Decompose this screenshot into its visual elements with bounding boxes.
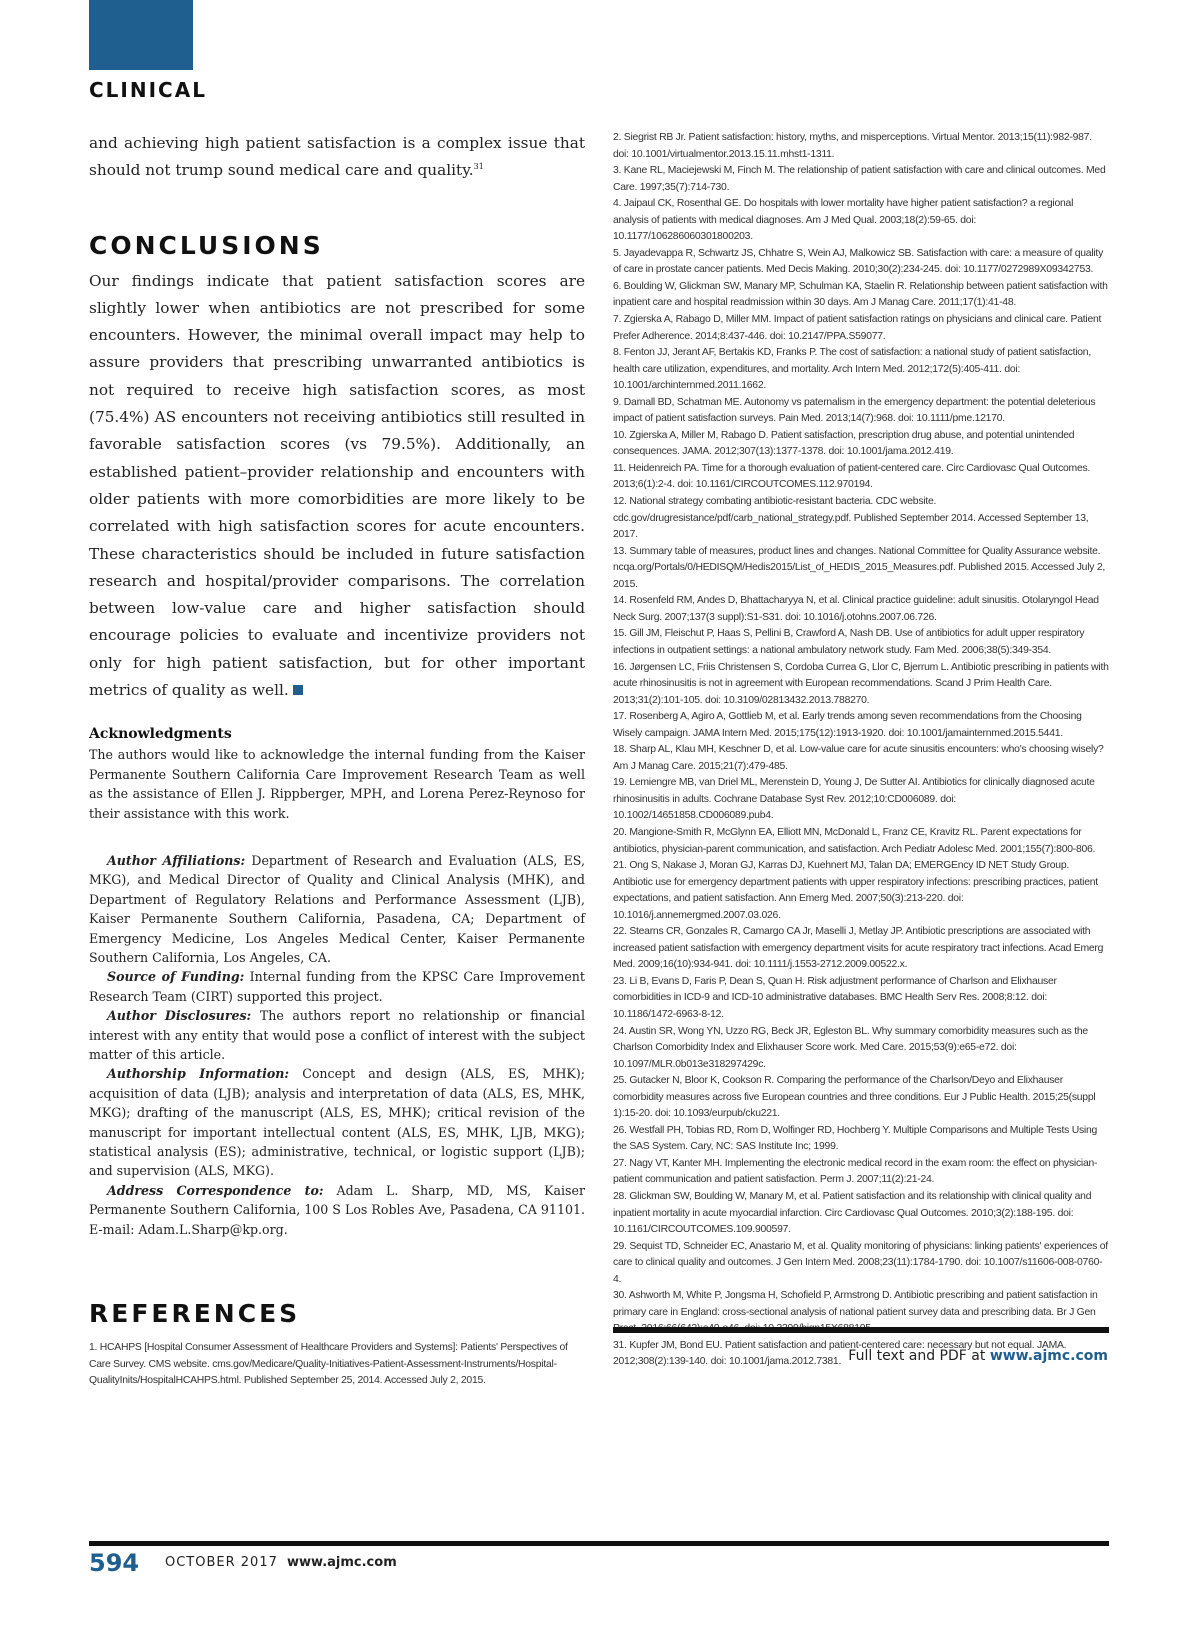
reference-item: 10. Zgierska A, Miller M, Rabago D. Patient satisfaction, prescription drug abuse, and potential unintended consequences. JAMA. 2012;307(13):1377-1378. doi: 10.1001/jama.2012.419. (613, 429, 1075, 458)
affiliations-label: Author Affiliations: (107, 852, 246, 868)
affiliations-paragraph (89, 851, 585, 967)
acknowledgments-text: The authors would like to acknowledge the internal funding from the Kaiser Permanente Southern California Care Improvement Research Team as well as the assistance of Ellen J. Rippberger, MPH, and Lorena Perez-Reynoso for their assistance with this work. (89, 747, 585, 821)
reference-list-right (613, 130, 1109, 1371)
fulltext-link[interactable]: www.ajmc.com (989, 1348, 1108, 1364)
intro-text: and achieving high patient satisfaction is a complex issue that should not trump sound medical care and quality. (89, 134, 585, 180)
reference-item: 8. Fenton JJ, Jerant AF, Bertakis KD, Franks P. The cost of satisfaction: a national study of patient satisfaction, health care utilization, expenditures, and mortality. Arch Intern Med. 2012;172(5):405-411. doi: 10.1001/archinternmed.2011.1662. (613, 347, 1091, 392)
reference-item: 4. Jaipaul CK, Rosenthal GE. Do hospitals with lower mortality have higher patient satisfaction? a regional analysis of patients with medical diagnoses. Am J Med Qual. 2003;18(2):59-65. doi: 10.1177/106286060301800203. (613, 198, 1074, 243)
conclusions-heading: CONCLUSIONS (89, 230, 324, 260)
reference-item: 17. Rosenberg A, Agiro A, Gottlieb M, et al. Early trends among seven recommendations from the Choosing Wisely campaign. JAMA Intern Med. 2015;175(12):1913-1920. doi: 10.1001/jamainternmed.2015.5441. (613, 711, 1082, 739)
reference-item: 21. Ong S, Nakase J, Moran GJ, Karras DJ, Kuehnert MJ, Talan DA; EMERGEncy ID NET Study Group. Antibiotic use for emergency department patients with upper respiratory infections: prescribing practices, patient expectations, and patient satisfaction. Ann Emerg Med. 2007;50(3):213-220. doi: 10.1016/j.annemergmed.2007.03.026. (613, 860, 1098, 921)
reference-item: 15. Gill JM, Fleischut P, Haas S, Pellini B, Crawford A, Nash DB. Use of antibiotics for adult upper respiratory infections in outpatient settings: a national ambulatory network study. Fam Med. 2006;38(5):349-354. (613, 628, 1085, 656)
reference-item: 13. Summary table of measures, product lines and changes. National Committee for Quality Assurance website. ncqa.org/Portals/0/HEDISQM/Hedis2015/List_of_HEDIS_2015_Measures.pdf. Published 2015. Accessed July 2, 2015. (613, 545, 1106, 590)
references-heading: REFERENCES (89, 1299, 301, 1329)
reference-item: 3. Kane RL, Maciejewski M, Finch M. The relationship of patient satisfaction with care and clinical outcomes. Med Care. 1997;35(7):714-730. (613, 165, 1106, 193)
authorship-text: Concept and design (ALS, ES, MHK); acquisition of data (LJB); analysis and interpretation of data (ALS, ES, MHK, MKG); drafting of the manuscript (ALS, ES, MHK); critical revision of the manuscript for important intellectual content (ALS, ES, MHK, LJB, MKG); statistical analysis (ES); administrative, technical, or logistic support (LJB); and supervision (ALS, MKG). (89, 1066, 585, 1179)
reference-item: 9. Darnall BD, Schatman ME. Autonomy vs paternalism in the emergency department: the potential deleterious impact of patient satisfaction surveys. Pain Med. 2013;14(7):968. doi: 10.1111/pme.12170. (613, 396, 1096, 425)
page-number: 594 (89, 1549, 140, 1577)
funding-paragraph (89, 967, 585, 1006)
intro-citation: 31 (473, 162, 484, 172)
reference-item: 6. Boulding W, Glickman SW, Manary MP, Schulman KA, Staelin R. Relationship between patient satisfaction with inpatient care and hospital readmission within 30 days. Am J Manag Care. 2011;17(1):41-48. (613, 280, 1108, 309)
conclusions-text: Our findings indicate that patient satisfaction scores are slightly lower when antibiotics are not prescribed for some encounters. However, the minimal overall impact may help to assure providers that prescribing unwarranted antibiotics is not required to receive high satisfaction scores, as most (75.4%) AS encounters not receiving antibiotics still resulted in favorable satisfaction scores (vs 79.5%). Additionally, an established patient–provider relationship and encounters with older patients with more comorbidities are more likely to be correlated with high satisfaction scores for acute encounters. These characteristics should be included in future satisfaction research and hospital/provider comparisons. The correlation between low-value care and higher satisfaction should encourage policies to evaluate and incentivize providers not only for high patient satisfaction, but for other important metrics of quality as well. (89, 271, 585, 700)
authorship-label: Authorship Information: (107, 1066, 290, 1082)
reference-item: 20. Mangione-Smith R, McGlynn EA, Elliott MN, McDonald L, Franz CE, Kravitz RL. Parent expectations for antibiotics, physician-parent communication, and satisfaction. Arch Pediatr Adolesc Med. 2001;155(7):800-806. (613, 826, 1096, 855)
reference-item: 29. Sequist TD, Schneider EC, Anastario M, et al. Quality monitoring of physicians: linking patients' experiences of care to clinical quality and outcomes. J Gen Intern Med. 2008;23(11):1784-1790. doi: 10.1007/s11606-008-0760-4. (613, 1240, 1108, 1285)
fulltext-notice (848, 1348, 1108, 1364)
correspondence-paragraph (89, 1181, 585, 1239)
reference-item: 23. Li B, Evans D, Faris P, Dean S, Quan H. Risk adjustment performance of Charlson and Elixhauser comorbidities in ICD-9 and ICD-10 administrative databases. BMC Health Serv Res. 2008;8:12. doi: 10.1186/1472-6963-8-12. (613, 975, 1057, 1020)
reference-item: 25. Gutacker N, Bloor K, Cookson R. Comparing the performance of the Charlson/Deyo and Elixhauser comorbidity measures across five European countries and three conditions. Eur J Public Health. 2015;25(suppl 1):15-20. doi: 10.1093/eurpub/cku221. (613, 1075, 1096, 1120)
correspondence-label: Address Correspondence to: (107, 1182, 324, 1198)
reference-item: 19. Lemiengre MB, van Driel ML, Merenstein D, Young J, De Sutter AI. Antibiotics for clinically diagnosed acute rhinosinusitis in adults. Cochrane Database Syst Rev. 2012;10:CD006089. doi: 10.1002/14651858.CD006089.pub4. (613, 777, 1095, 822)
end-mark-icon (293, 685, 303, 695)
reference-item: 2. Siegrist RB Jr. Patient satisfaction: history, myths, and misperceptions. Virtual Mentor. 2013;15(11):982-987. doi: 10.1001/virtualmentor.2013.15.11.mhst1-1311. (613, 132, 1092, 160)
disclosures-label: Author Disclosures: (107, 1008, 252, 1024)
footer-divider (89, 1541, 1109, 1546)
affiliations-text: Department of Research and Evaluation (ALS, ES, MKG), and Medical Director of Quality and Clinical Analysis (MHK), and Department of Regulatory Relations and Performance Assessment (LJB), Kaiser Permanente Southern California, Pasadena, CA; Department of Emergency Medicine, Los Angeles Medical Center, Kaiser Permanente Southern California, Los Angeles, CA. (89, 852, 585, 965)
reference-list-left (89, 1340, 585, 1390)
author-info (89, 851, 585, 1239)
reference-item: 24. Austin SR, Wong YN, Uzzo RG, Beck JR, Egleston BL. Why summary comorbidity measures such as the Charlson Comorbidity Index and Elixhauser Score work. Med Care. 2015;53(9):e65-e72. doi: 10.1097/MLR.0b013e318297429c. (613, 1025, 1088, 1070)
funding-text: Internal funding from the KPSC Care Improvement Research Team (CIRT) supported this project. (89, 969, 585, 1004)
reference-item: 7. Zgierska A, Rabago D, Miller MM. Impact of patient satisfaction ratings on physicians and clinical care. Patient Prefer Adherence. 2014;8:437-446. doi: 10.2147/PPA.S59077. (613, 314, 1102, 342)
issue-date: OCTOBER 2017 (165, 1555, 278, 1570)
reference-item: 27. Nagy VT, Kanter MH. Implementing the electronic medical record in the exam room: the effect on physician-patient communication and patient satisfaction. Perm J. 2007;11(2):21-24. (613, 1157, 1098, 1186)
section-label: CLINICAL (89, 78, 207, 102)
disclosures-text: The authors report no relationship or financial interest with any entity that would pose a conflict of interest with the subject matter of this article. (89, 1008, 585, 1063)
authorship-paragraph (89, 1064, 585, 1180)
reference-item: 30. Ashworth M, White P, Jongsma H, Schofield P, Armstrong D. Antibiotic prescribing and patient satisfaction in primary care in England: cross-sectional analysis of national patient survey data and prescribing data. Br J Gen (613, 1290, 1098, 1318)
disclosures-paragraph (89, 1006, 585, 1064)
header-color-block (89, 0, 193, 70)
fulltext-label: Full text and PDF at (848, 1348, 986, 1364)
intro-paragraph (89, 130, 585, 185)
reference-item: 18. Sharp AL, Klau MH, Keschner D, et al. Low-value care for acute sinusitis encounters: who's choosing wisely? Am J Manag Care. 2015;21(7):479-485. (613, 744, 1104, 772)
reference-item: 5. Jayadevappa R, Schwartz JS, Chhatre S, Wein AJ, Malkowicz SB. Satisfaction with care: a measure of quality of care in prostate cancer patients. Med Decis Making. 2010;30(2):234-245. doi: 10.1177/0272989X09342753. (613, 247, 1104, 276)
reference-item: 22. Stearns CR, Gonzales R, Camargo CA Jr, Maselli J, Metlay JP. Antibiotic prescriptions are associated with increased patient satisfaction with emergency department visits for acute respiratory tract infections. Acad Emerg Med. 2009;16(10):934-941. doi: 10.1111/j.1553-2712.2009.00522.x. (613, 926, 1104, 971)
acknowledgments-heading: Acknowledgments (89, 726, 232, 743)
conclusions-paragraph (89, 268, 585, 705)
right-column (613, 130, 1109, 1371)
footer-url[interactable]: www.ajmc.com (287, 1555, 397, 1570)
funding-label: Source of Funding: (107, 969, 245, 985)
reference-item: 12. National strategy combating antibiotic-resistant bacteria. CDC website. cdc.gov/drugresistance/pdf/carb_national_strategy.pdf. Published September 2014. Accessed September 13, 2017. (613, 496, 1089, 541)
reference-item: 1. HCAHPS [Hospital Consumer Assessment of Healthcare Providers and Systems]: Patients' Perspectives of Care Survey. CMS website. cms.gov/Medicare/Quality-Initiatives-Patient-Assessment-Instruments/Hospital-QualityInits/HospitalHCAHPS.html. Published September 25, 2014. Accessed July 2, 2015. (89, 1342, 568, 1387)
reference-item: 16. Jørgensen LC, Friis Christensen S, Cordoba Currea G, Llor C, Bjerrum L. Antibiotic prescribing in patients with acute rhinosinusitis is not in agreement with European recommendations. Scand J Prim Health Care. 2013;31(2):101-105. doi: 10.3109/02813432.2013.788270. (613, 661, 1109, 706)
reference-item: 11. Heidenreich PA. Time for a thorough evaluation of patient-centered care. Circ Cardiovasc Qual Outcomes. 2013;6(1):2-4. doi: 10.1161/CIRCOUTCOMES.112.970194. (613, 462, 1091, 491)
fulltext-divider (613, 1327, 1109, 1333)
reference-item: 28. Glickman SW, Boulding W, Manary M, et al. Patient satisfaction and its relationship with clinical quality and inpatient mortality in acute myocardial infarction. Circ Cardiovasc Qual Outcomes. 2010;3(2):188-195. doi: 10.1161/CIRCOUTCOMES.109.900597. (613, 1191, 1092, 1236)
reference-item: 14. Rosenfeld RM, Andes D, Bhattacharyya N, et al. Clinical practice guideline: adult sinusitis. Otolaryngol Head Neck Surg. 2007;137(3 suppl):S1-S31. doi: 10.1016/j.otohns.2007.06.726. (613, 595, 1099, 623)
reference-item: 31. Kupfer JM, Bond EU. Patient satisfaction and patient-centered care: necessary but not equal. JAMA. 2012;308(2):139-140. doi: 10.1001/jama.2012.7381. (613, 1339, 1067, 1368)
reference-item: 26. Westfall PH, Tobias RD, Rom D, Wolfinger RD, Hochberg Y. Multiple Comparisons and Multiple Tests Using the SAS System. Cary, NC: SAS Institute Inc; 1999. (613, 1124, 1098, 1153)
left-column (89, 130, 585, 1390)
correspondence-text: Adam L. Sharp, MD, MS, Kaiser Permanente Southern California, 100 S Los Robles Ave, Pasadena, CA 91101. E-mail: Adam.L.Sharp@kp.org. (89, 1182, 585, 1237)
